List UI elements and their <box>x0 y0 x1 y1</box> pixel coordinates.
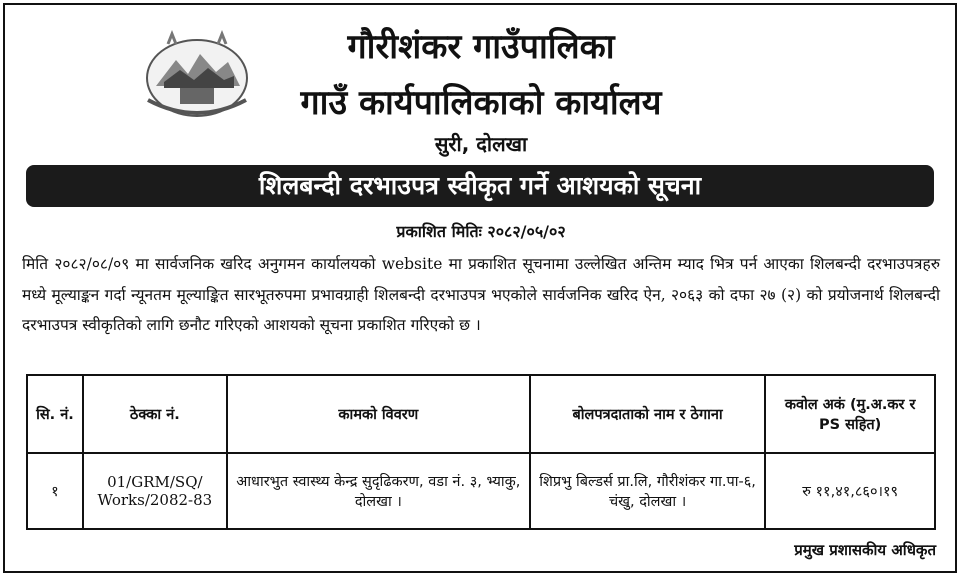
cell-bidder: शिप्रभु बिल्डर्स प्रा.लि, गौरीशंकर गा.पा-६, चंखु, दोलखा । <box>530 453 765 529</box>
office-address: सुरी, दोलखा <box>434 132 528 156</box>
header-bidder: बोलपत्रदाताको नाम र ठेगाना <box>530 375 765 453</box>
header-serial: सि. नं. <box>27 375 83 453</box>
org-name: गौरीशंकर गाउँपालिका <box>347 27 615 67</box>
award-table <box>26 374 936 530</box>
notice-title: शिलबन्दी दरभाउपत्र स्वीकृत गर्ने आशयको सूचना <box>26 165 934 207</box>
table-row <box>27 453 935 529</box>
cell-serial: १ <box>27 453 83 529</box>
header-bid-amount: कवोल अकं (मु.अ.कर र PS सहित) <box>765 375 935 453</box>
notice-body: मिति २०८२/०८/०९ मा सार्वजनिक खरिद अनुगमन कार्यालयको website मा प्रकाशित सूचनामा उल्लेखित अन्तिम म्याद भित्र पर्न आएका शिलबन्दी दरभाउपत्रहरु मध्ये मूल्याङ्कन गर्दा न्यूनतम मूल्याङ्कित सारभूतरुपमा प्रभावग्राही शिलबन्दी दरभाउपत्र भएकोले सार्वजनिक खरिद ऐन, २०६३ को दफा २७ (२) को प्रयोजनार्थ शिलबन्दी दरभाउपत्र स्वीकृतिको लागि छनौट गरिएको आशयको सूचना प्रकाशित गरिएको छ । <box>22 255 940 334</box>
cell-bid-amount: रु ११,४१,८६०।१९ <box>765 453 935 529</box>
signatory: प्रमुख प्रशासकीय अधिकृत <box>794 541 936 559</box>
cell-work-description: आधारभुत स्वास्थ्य केन्द्र सुदृढिकरण, वडा नं. ३, भ्याकु, दोलखा । <box>227 453 530 529</box>
header-contract-no: ठेक्का नं. <box>83 375 227 453</box>
office-name: गाउँ कार्यपालिकाको कार्यालय <box>300 83 662 123</box>
cell-contract-no: 01/GRM/SQ/ Works/2082-83 <box>83 453 227 529</box>
published-date: प्रकाशित मितिः २०८२/०५/०२ <box>396 222 566 241</box>
table-header-row <box>27 375 935 453</box>
header-work-description: कामको विवरण <box>227 375 530 453</box>
